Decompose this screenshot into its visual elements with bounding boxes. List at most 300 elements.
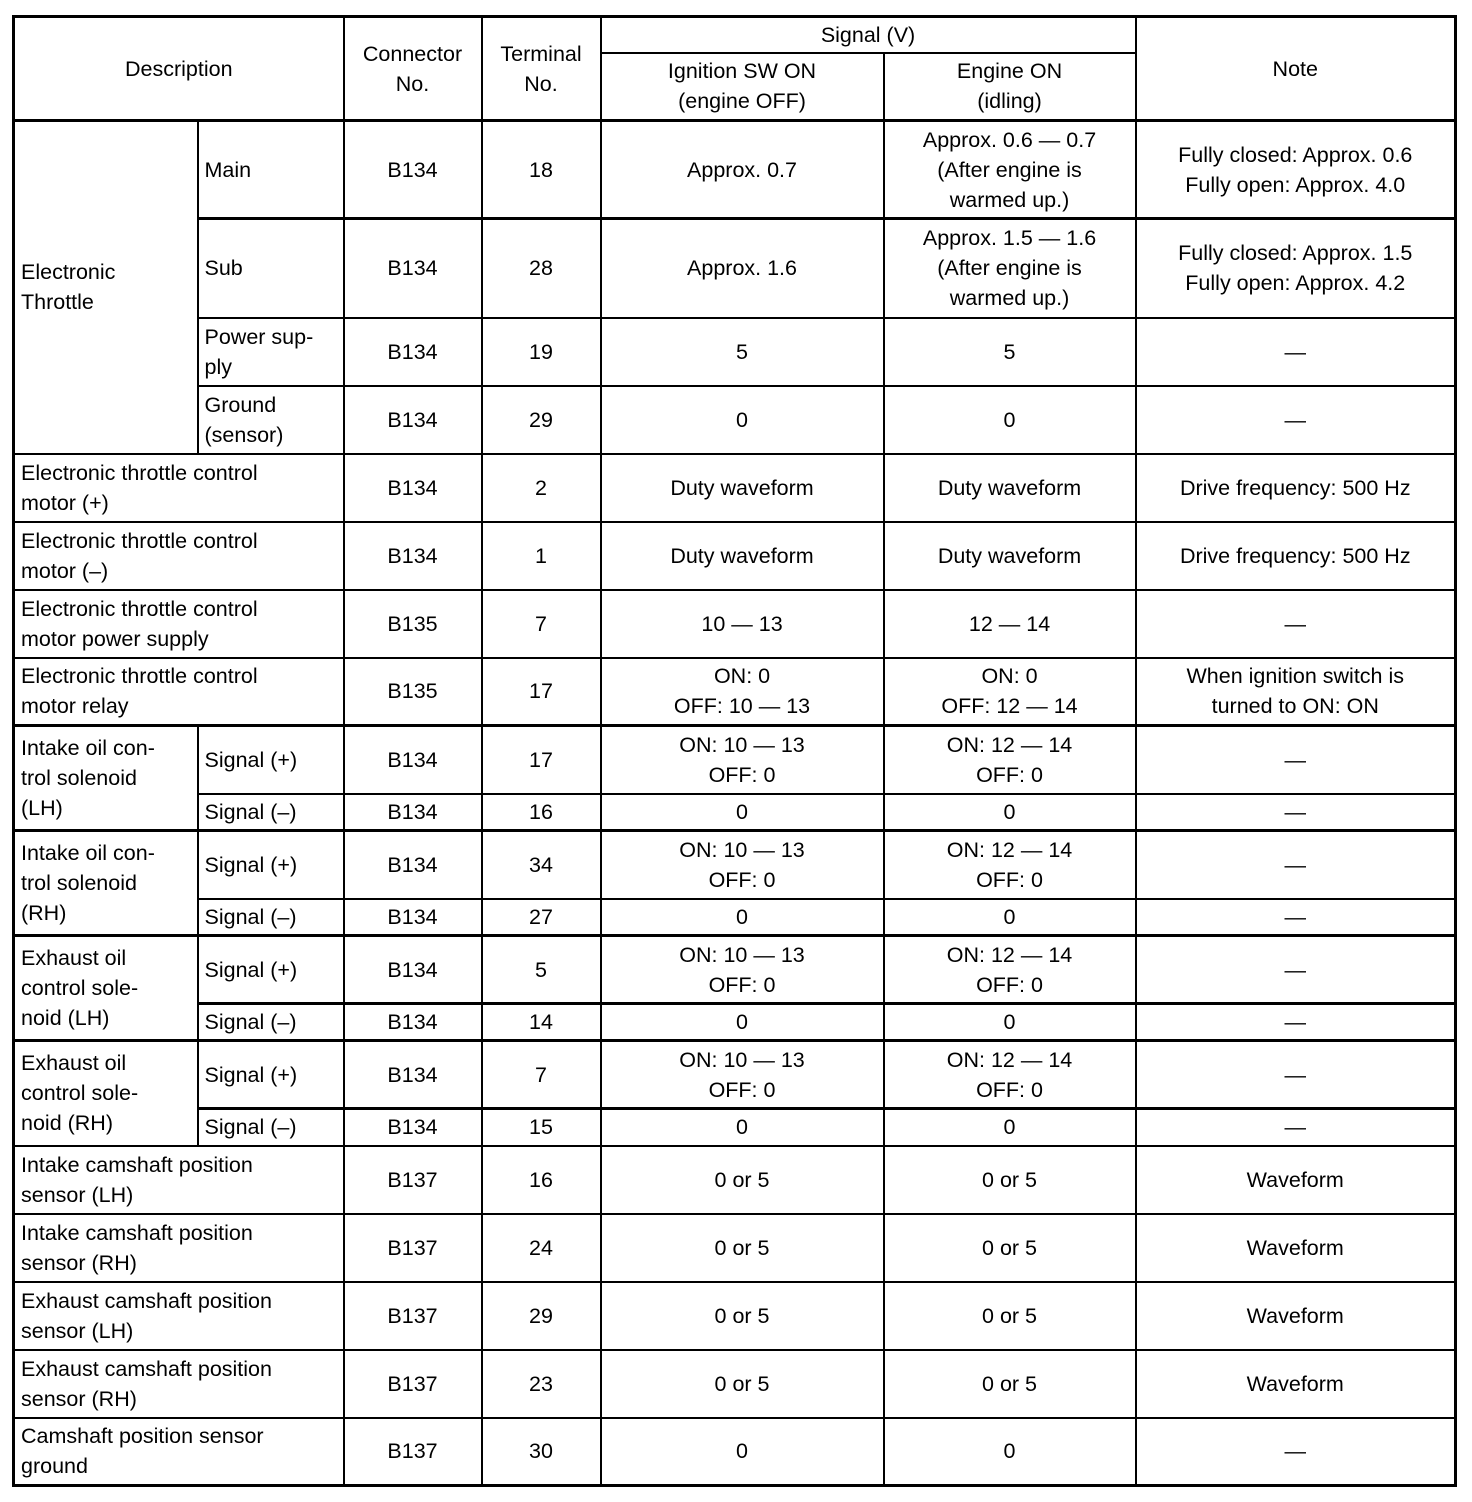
connector-cell [344,1418,482,1486]
note-cell-line: turned to ON: ON [1211,694,1379,719]
ignition-on-value-cell-line: 0 [736,904,748,929]
engine-on-value-cell [884,1146,1136,1214]
description-cell [14,1146,344,1214]
ignition-on-value-cell-line: 0 or 5 [714,1235,770,1260]
ignition-on-value-cell [601,386,884,454]
description-cell-line: Electronic throttle control [21,664,258,689]
connector-cell [344,936,482,1004]
ignition-on-value-cell-line: OFF: 0 [708,972,776,997]
connector-cell-line: B137 [387,1371,438,1396]
note-cell [1136,794,1456,831]
connector-cell [344,1282,482,1350]
description-cell-line: sensor (LH) [21,1318,134,1343]
note-cell-line: Fully closed: Approx. 0.6 [1178,142,1413,167]
table-row [14,590,1456,658]
ignition-on-value-cell-line: 0 [736,1010,748,1034]
engine-on-value-cell-line: (After engine is [937,256,1082,281]
note-cell [1136,936,1456,1004]
ignition-on-value-cell [601,590,884,658]
terminal-cell [482,1350,601,1418]
terminal-cell [482,831,601,899]
header-engine-line2: (idling) [977,89,1042,114]
terminal-cell-line: 19 [529,339,553,364]
sub-description-cell [198,318,344,386]
table-row [14,1146,1456,1214]
ignition-on-value-cell [601,1418,884,1486]
sub-description-cell-line: Signal (–) [204,1010,297,1034]
connector-cell [344,219,482,318]
group-description-cell-line: Electronic [21,260,116,285]
description-cell [14,658,344,726]
note-cell-line: Fully closed: Approx. 1.5 [1178,241,1413,266]
ignition-on-value-cell-line: Duty waveform [670,475,814,500]
group-description-cell [14,726,198,831]
note-cell [1136,454,1456,522]
note-cell [1136,1214,1456,1282]
terminal-cell-line: 29 [529,1303,553,1328]
group-description-cell [14,831,198,936]
engine-on-value-cell-line: OFF: 12 — 14 [941,694,1078,719]
engine-on-value-cell [884,1350,1136,1418]
sub-description-cell-line: Ground [204,392,277,417]
engine-on-value-cell [884,590,1136,658]
note-cell-line: Fully open: Approx. 4.2 [1185,271,1406,296]
sub-description-cell [198,1109,344,1146]
engine-on-value-cell [884,318,1136,386]
engine-on-value-cell-line: 0 or 5 [982,1235,1037,1260]
note-cell-line: — [1284,904,1307,929]
connector-cell-line: B137 [387,1167,438,1192]
connector-cell [344,1041,482,1109]
note-cell [1136,726,1456,794]
description-cell-line: motor (–) [21,558,109,583]
engine-on-value-cell-line: ON: 12 — 14 [946,1047,1073,1072]
group-description-cell-line: noid (LH) [21,1006,110,1030]
connector-cell [344,318,482,386]
connector-cell [344,454,482,522]
table-row [14,658,1456,726]
note-cell-line: — [1284,407,1307,432]
note-cell [1136,658,1456,726]
description-cell-line: ground [21,1454,88,1479]
connector-cell [344,1214,482,1282]
connector-cell-line: B134 [387,407,438,432]
ignition-on-value-cell [601,899,884,936]
sub-description-cell-line: Signal (+) [204,747,298,772]
connector-cell [344,121,482,219]
table-row [14,318,1456,386]
engine-on-value-cell-line: (After engine is [937,157,1082,182]
engine-on-value-cell [884,1282,1136,1350]
connector-cell-line: B134 [387,799,438,824]
table-row [14,936,1456,1004]
description-cell-line: sensor (RH) [21,1386,137,1411]
note-cell-line: Waveform [1246,1371,1344,1396]
description-cell-line: motor relay [21,694,129,719]
ignition-on-value-cell [601,454,884,522]
engine-on-value-cell [884,936,1136,1004]
group-description-cell-line: Intake oil con- [21,841,155,865]
engine-on-value-cell-line: 0 [1003,1115,1016,1140]
engine-on-value-cell-line: ON: 12 — 14 [946,732,1073,757]
ignition-on-value-cell-line: 0 or 5 [714,1371,770,1396]
ignition-on-value-cell-line: ON: 10 — 13 [679,942,805,967]
terminal-cell [482,1418,601,1486]
terminal-cell-line: 16 [529,1167,553,1192]
table-row [14,1041,1456,1109]
group-description-cell [14,1041,198,1146]
connector-cell-line: B134 [387,1062,438,1087]
ignition-on-value-cell-line: ON: 0 [713,664,771,689]
terminal-cell [482,121,601,219]
ignition-on-value-cell-line: 0 [736,407,748,432]
description-cell-line: sensor (RH) [21,1250,137,1275]
sub-description-cell-line: Signal (–) [204,799,297,824]
engine-on-value-cell-line: warmed up.) [949,187,1070,212]
ignition-on-value-cell-line: Duty waveform [670,543,814,568]
table-row [14,1350,1456,1418]
note-cell-line: Waveform [1246,1235,1344,1260]
note-cell [1136,1282,1456,1350]
ignition-on-value-cell-line: OFF: 10 — 13 [673,694,811,719]
group-description-cell-line: control sole- [21,976,139,1000]
sub-description-cell [198,726,344,794]
connector-cell-line: B134 [387,747,438,772]
table-row [14,899,1456,936]
description-cell-line: Electronic throttle control [21,460,258,485]
ignition-on-value-cell [601,1350,884,1418]
description-cell-line: Exhaust camshaft position [21,1288,272,1313]
terminal-cell-line: 14 [529,1010,553,1034]
ignition-on-value-cell [601,658,884,726]
terminal-cell [482,726,601,794]
note-cell-line: — [1284,799,1307,824]
description-cell-line: Camshaft position sensor [21,1424,264,1449]
table-row [14,831,1456,899]
note-cell [1136,1146,1456,1214]
sub-description-cell [198,899,344,936]
header-note [1136,17,1456,121]
table-row [14,121,1456,219]
ignition-on-value-cell-line: ON: 10 — 13 [679,1047,805,1072]
terminal-cell [482,1041,601,1109]
terminal-cell-line: 18 [529,157,553,182]
note-cell-line: Fully open: Approx. 4.0 [1185,172,1406,197]
group-description-cell-line: (LH) [21,796,63,820]
engine-on-value-cell-line: warmed up.) [949,286,1070,311]
connector-cell [344,386,482,454]
ignition-on-value-cell [601,1214,884,1282]
sub-description-cell-line: Power sup- [204,324,314,349]
engine-on-value-cell-line: Duty waveform [937,543,1082,568]
sub-description-cell-line: Signal (+) [204,852,298,877]
engine-on-value-cell [884,386,1136,454]
header-terminal [482,17,601,121]
connector-cell-line: B135 [387,611,438,636]
ignition-on-value-cell-line: OFF: 0 [708,867,776,892]
terminal-cell [482,590,601,658]
group-description-cell-line: Exhaust oil [21,946,127,970]
description-cell-line: Exhaust camshaft position [21,1356,272,1381]
table-row [14,454,1456,522]
engine-on-value-cell [884,1214,1136,1282]
engine-on-value-cell [884,831,1136,899]
terminal-cell [482,318,601,386]
ignition-on-value-cell-line: 0 [736,799,748,824]
header-signal-label: Signal (V) [820,22,916,47]
sub-description-cell-line: (sensor) [204,422,284,447]
note-cell-line: — [1284,747,1307,772]
terminal-cell [482,386,601,454]
ignition-on-value-cell [601,1109,884,1146]
engine-on-value-cell [884,121,1136,219]
ignition-on-value-cell-line: 10 — 13 [701,611,783,636]
ignition-on-value-cell [601,936,884,1004]
connector-cell [344,590,482,658]
note-cell [1136,522,1456,590]
note-cell [1136,386,1456,454]
note-cell-line: When ignition switch is [1186,664,1404,689]
engine-on-value-cell [884,522,1136,590]
terminal-cell-line: 34 [529,852,553,877]
note-cell [1136,1350,1456,1418]
engine-on-value-cell-line: Duty waveform [937,475,1082,500]
connector-cell-line: B134 [387,475,438,500]
description-cell-line: motor (+) [21,490,109,515]
note-cell [1136,1041,1456,1109]
table-row [14,1004,1456,1041]
connector-cell-line: B134 [387,957,438,982]
engine-on-value-cell [884,658,1136,726]
ignition-on-value-cell-line: ON: 10 — 13 [679,732,805,757]
table-row [14,794,1456,831]
terminal-cell-line: 28 [529,256,553,281]
ignition-on-value-cell [601,1004,884,1041]
note-cell-line: — [1284,852,1307,877]
connector-cell-line: B137 [387,1235,438,1260]
note-cell-line: — [1284,1115,1307,1140]
header-terminal-line2: No. [524,71,558,96]
sub-description-cell [198,794,344,831]
note-cell-line: Waveform [1246,1167,1344,1192]
connector-cell [344,1109,482,1146]
terminal-cell-line: 30 [529,1439,553,1464]
engine-on-value-cell-line: ON: 0 [981,664,1038,689]
sub-description-cell-line: Sub [204,256,243,281]
table-row [14,1214,1456,1282]
note-cell [1136,1418,1456,1486]
engine-on-value-cell [884,899,1136,936]
description-cell-line: sensor (LH) [21,1182,134,1207]
terminal-cell-line: 7 [535,1062,547,1087]
ignition-on-value-cell-line: ON: 10 — 13 [679,837,805,862]
note-cell [1136,318,1456,386]
engine-on-value-cell-line: 0 or 5 [982,1371,1037,1396]
sub-description-cell [198,936,344,1004]
group-description-cell-line: (RH) [21,901,67,925]
terminal-cell-line: 5 [535,957,547,982]
group-description-cell [14,936,198,1041]
description-cell [14,1350,344,1418]
note-cell [1136,1004,1456,1041]
engine-on-value-cell-line: 0 [1003,799,1016,824]
ignition-on-value-cell [601,121,884,219]
terminal-cell-line: 27 [529,904,553,929]
table-row [14,522,1456,590]
note-cell-line: Waveform [1246,1303,1344,1328]
note-cell-line: — [1284,1062,1307,1087]
header-description [14,17,344,121]
terminal-cell-line: 2 [535,475,547,500]
terminal-cell [482,522,601,590]
engine-on-value-cell [884,1109,1136,1146]
sub-description-cell-line: Signal (–) [204,1115,297,1140]
engine-on-value-cell [884,1418,1136,1486]
connector-cell [344,794,482,831]
ignition-on-value-cell [601,522,884,590]
engine-on-value-cell-line: Approx. 1.5 — 1.6 [922,226,1097,251]
sub-description-cell-line: Signal (+) [204,1062,298,1087]
terminal-cell [482,794,601,831]
header-description-label: Description [124,56,233,81]
note-cell-line: — [1284,1439,1307,1464]
group-description-cell-line: Throttle [21,290,94,315]
header-ignition-line1: Ignition SW ON [667,59,817,84]
header-connector [344,17,482,121]
terminal-cell-line: 15 [529,1115,553,1140]
engine-on-value-cell-line: 0 or 5 [982,1303,1037,1328]
ignition-on-value-cell [601,219,884,318]
header-ignition-line2: (engine OFF) [678,89,806,114]
ignition-on-value-cell-line: Approx. 1.6 [687,256,797,281]
engine-on-value-cell [884,794,1136,831]
ignition-on-value-cell-line: 0 [736,1439,748,1464]
connector-cell-line: B134 [387,339,438,364]
ignition-on-value-cell-line: OFF: 0 [708,762,776,787]
engine-on-value-cell-line: 12 — 14 [968,611,1051,636]
table-row [14,386,1456,454]
description-cell [14,454,344,522]
ignition-on-value-cell-line: OFF: 0 [708,1077,776,1102]
table-row [14,1418,1456,1486]
terminal-cell-line: 7 [535,611,547,636]
group-description-cell-line: trol solenoid [21,766,137,790]
connector-cell [344,1146,482,1214]
note-cell [1136,1109,1456,1146]
engine-on-value-cell-line: 5 [1003,339,1016,364]
ignition-on-value-cell-line: 0 [736,1115,748,1140]
note-cell-line: Drive frequency: 500 Hz [1179,543,1411,568]
connector-cell-line: B134 [387,1010,438,1034]
ecm-signal-table [12,15,1457,1487]
description-cell-line: Intake camshaft position [21,1220,253,1245]
sub-description-cell [198,386,344,454]
note-cell [1136,590,1456,658]
connector-cell [344,522,482,590]
header-engine-on [884,53,1136,121]
connector-cell [344,658,482,726]
group-description-cell-line: Exhaust oil [21,1051,127,1076]
engine-on-value-cell-line: 0 [1003,1010,1016,1034]
terminal-cell-line: 24 [529,1235,553,1260]
ignition-on-value-cell [601,1041,884,1109]
sub-description-cell [198,121,344,219]
table-row [14,726,1456,794]
header-connector-line1: Connector [362,41,463,66]
description-cell-line: Electronic throttle control [21,596,258,621]
engine-on-value-cell [884,219,1136,318]
engine-on-value-cell-line: ON: 12 — 14 [946,837,1073,862]
description-cell [14,1214,344,1282]
connector-cell [344,726,482,794]
terminal-cell [482,899,601,936]
ignition-on-value-cell [601,831,884,899]
sub-description-cell [198,219,344,318]
ignition-on-value-cell [601,318,884,386]
connector-cell-line: B137 [387,1303,438,1328]
terminal-cell [482,219,601,318]
table-row [14,219,1456,318]
engine-on-value-cell [884,1004,1136,1041]
header-ignition-on [601,53,884,121]
ignition-on-value-cell-line: 0 or 5 [714,1303,770,1328]
note-cell [1136,219,1456,318]
connector-cell [344,1350,482,1418]
connector-cell-line: B134 [387,543,438,568]
sub-description-cell [198,1004,344,1041]
ignition-on-value-cell-line: 0 or 5 [714,1167,770,1192]
engine-on-value-cell-line: OFF: 0 [976,1077,1043,1102]
connector-cell-line: B134 [387,157,438,182]
engine-on-value-cell [884,454,1136,522]
sub-description-cell-line: Main [204,157,252,182]
engine-on-value-cell-line: 0 [1003,407,1016,432]
note-cell-line: Drive frequency: 500 Hz [1179,475,1411,500]
sub-description-cell-line: ply [204,354,232,379]
terminal-cell [482,1214,601,1282]
description-cell-line: Intake camshaft position [21,1152,253,1177]
description-cell-line: motor power supply [21,626,209,651]
terminal-cell [482,1004,601,1041]
engine-on-value-cell [884,1041,1136,1109]
table-body [14,121,1456,1486]
engine-on-value-cell [884,726,1136,794]
note-cell-line: — [1284,957,1307,982]
connector-cell [344,831,482,899]
engine-on-value-cell-line: OFF: 0 [976,972,1043,997]
connector-cell [344,1004,482,1041]
engine-on-value-cell-line: ON: 12 — 14 [946,942,1073,967]
engine-on-value-cell-line: Approx. 0.6 — 0.7 [922,127,1097,152]
engine-on-value-cell-line: 0 or 5 [982,1167,1037,1192]
connector-cell-line: B134 [387,852,438,877]
terminal-cell-line: 17 [529,747,553,772]
connector-cell-line: B134 [387,904,438,929]
engine-on-value-cell-line: OFF: 0 [976,867,1043,892]
header-terminal-line1: Terminal [500,41,582,66]
ignition-on-value-cell-line: Approx. 0.7 [687,157,797,182]
connector-cell-line: B134 [387,1115,438,1140]
terminal-cell [482,1109,601,1146]
ignition-on-value-cell-line: 5 [736,339,748,364]
terminal-cell-line: 23 [529,1371,553,1396]
terminal-cell-line: 29 [529,407,553,432]
engine-on-value-cell-line: OFF: 0 [976,762,1043,787]
terminal-cell-line: 17 [529,679,553,704]
header-engine-line1: Engine ON [956,59,1063,84]
note-cell-line: — [1284,1010,1307,1034]
sub-description-cell [198,831,344,899]
